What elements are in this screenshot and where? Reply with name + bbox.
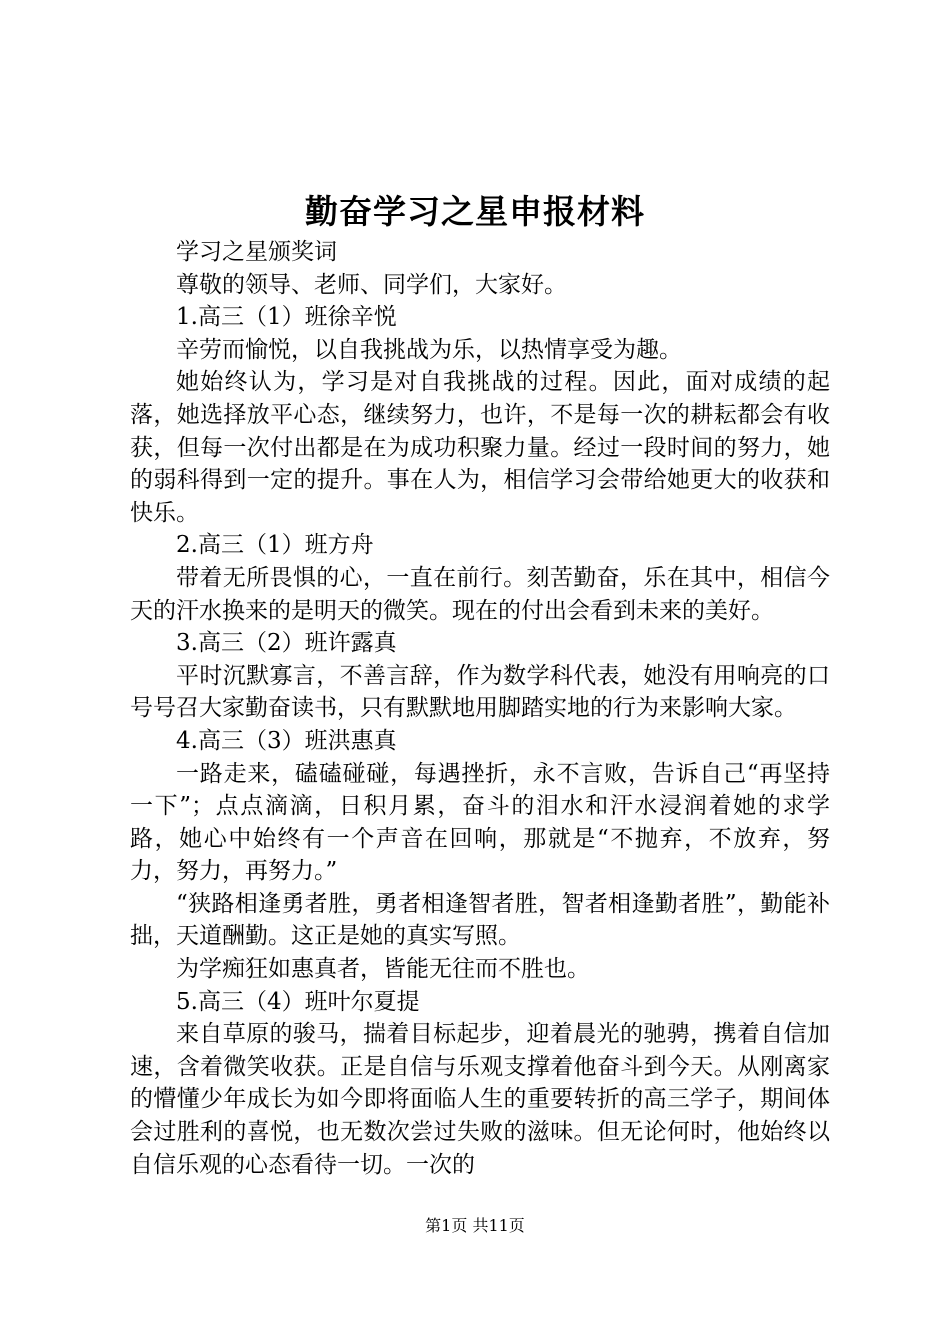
section-heading: 1.高三（1）班徐辛悦 — [176, 304, 397, 331]
paragraph: 尊敬的领导、老师、同学们，大家好。 — [176, 271, 567, 298]
document-title: 勤奋学习之星申报材料 — [305, 192, 645, 231]
document-body — [130, 236, 830, 1181]
paragraph: 她始终认为，学习是对自我挑战的过程。因此，面对成绩的起落，她选择放平心态，继续努力，也许，不是每一次的耕耘都会有收获，但每一次付出都是在为成功积聚力量。经过一段时间的努力，她的弱科得到一定的提升。事在人为，相信学习会带给她更大的收获和快乐。 — [130, 369, 830, 526]
paragraph: 带着无所畏惧的心，一直在前行。刻苦勤奋，乐在其中，相信今天的汗水换来的是明天的微笑。现在的付出会看到未来的美好。 — [130, 564, 830, 624]
paragraph: 来自草原的骏马，揣着目标起步，迎着晨光的驰骋，携着自信加速，含着微笑收获。正是自信与乐观支撑着他奋斗到今天。从刚离家的懵懂少年成长为如今即将面临人生的重要转折的高三学子，期间体会过胜利的喜悦，也无数次尝过失败的滋味。但无论何时，他始终以自信乐观的心态看待一切。一次的 — [130, 1021, 830, 1178]
section-heading: 2.高三（1）班方舟 — [176, 532, 374, 559]
paragraph: 辛劳而愉悦，以自我挑战为乐，以热情享受为趣。 — [176, 336, 682, 363]
paragraph: 平时沉默寡言，不善言辞，作为数学科代表，她没有用响亮的口号号召大家勤奋读书，只有默默地用脚踏实地的行为来影响大家。 — [130, 662, 830, 722]
section-heading: 5.高三（4）班叶尔夏提 — [176, 988, 420, 1015]
page-footer: 第1页 共11页 — [425, 1216, 525, 1235]
section-heading: 3.高三（2）班许露真 — [176, 630, 397, 657]
paragraph: 一路走来，磕磕碰碰，每遇挫折，永不言败，告诉自己“再坚持一下”；点点滴滴，日积月累，奋斗的泪水和汗水浸润着她的求学路，她心中始终有一个声音在回响，那就是“不抛弃，不放弃，努力，努力，再努力。” — [130, 760, 830, 885]
section-heading: 4.高三（3）班洪惠真 — [176, 727, 397, 754]
paragraph: 学习之星颁奖词 — [176, 239, 337, 265]
paragraph: “狭路相逢勇者胜，勇者相逢智者胜，智者相逢勤者胜”，勤能补拙，天道酬勤。这正是她的真实写照。 — [130, 890, 830, 950]
paragraph: 为学痴狂如惠真者，皆能无往而不胜也。 — [176, 956, 590, 983]
